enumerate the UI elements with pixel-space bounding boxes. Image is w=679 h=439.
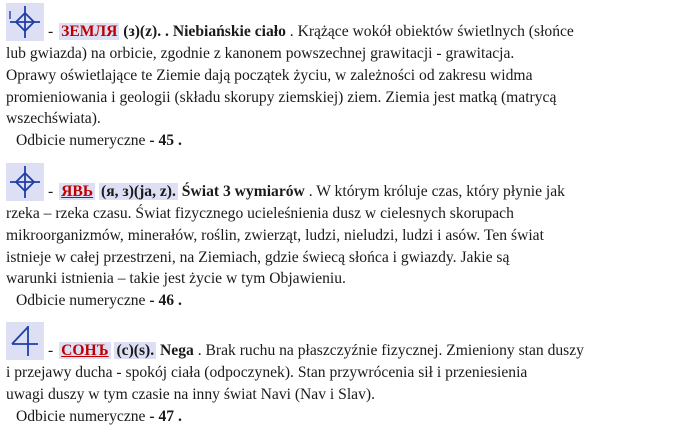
dash: -	[48, 23, 54, 40]
keyword: ЯВЬ	[61, 183, 94, 200]
number-label: Odbicie numeryczne	[16, 132, 146, 150]
number-label: Odbicie numeryczne	[16, 292, 146, 310]
entry-son	[6, 322, 674, 427]
number-value: - 46 .	[149, 292, 182, 310]
keyword: ЗЕМЛЯ	[61, 23, 118, 40]
number-label: Odbicie numeryczne	[16, 407, 146, 425]
keyword: СОНЪ	[61, 342, 109, 359]
numeric-reflection	[16, 290, 674, 312]
entry-heading	[6, 163, 674, 203]
entry-body	[6, 203, 674, 290]
line1-rest: . W którym króluje czas, który płynie jak	[304, 183, 565, 200]
body-line: uwagi duszy w tym czasie na inny świat Navi (Nav i Slav).	[6, 385, 375, 403]
body-line: rzeka – rzeka czasu. Świat fizycznego ucieleśnienia dusz w cielesnych skorupach	[6, 205, 514, 222]
body-line: promieniowania i geologii (składu skorupy ziemskiej) ziem. Ziemia jest matką (matrycą	[6, 88, 557, 106]
body-line: mikroorganizmów, minerałów, roślin, zwierząt, ludzi, nieludzi, ludzi i asów. Ten świat	[6, 226, 544, 244]
rune-four-icon	[6, 322, 44, 360]
body-line: istnieje w całej przestrzeni, na Ziemiach, gdzie świecą słońca i gwiazdy. Jakie są	[6, 248, 510, 266]
letters: (з)(z).	[123, 23, 162, 40]
entry-body	[6, 43, 674, 130]
numeric-reflection	[16, 130, 674, 152]
entry-title: . Niebiańskie ciało	[165, 23, 286, 40]
body-line: warunki istnienia – takie jest życie w tym Objawieniu.	[6, 270, 346, 288]
entry-heading	[6, 322, 674, 362]
heading-text	[46, 340, 584, 362]
body-line: i przejawy ducha - spokój ciała (odpoczynek). Stan przywrócenia sił i przeniesienia	[6, 364, 528, 381]
dash: -	[48, 183, 54, 200]
numeric-reflection	[16, 406, 674, 428]
line1-rest: . Krążące wokół obiektów świetlnych (słońce	[285, 23, 574, 40]
number-value: - 45 .	[149, 132, 182, 150]
rune-circle-cross-icon	[6, 163, 44, 201]
heading-text	[46, 181, 565, 203]
heading-text	[46, 21, 574, 43]
letters: (с)(s).	[116, 342, 155, 359]
body-line: lub gwiazda) na orbicie, zgodnie z kanonem powszechnej grawitacji - grawitacja.	[6, 45, 515, 62]
letters: (я, з)(ja, z).	[101, 183, 176, 200]
line1-rest: . Brak ruchu na płaszczyźnie fizycznej. Zmieniony stan duszy	[193, 342, 584, 359]
entry-body	[6, 362, 674, 406]
number-value: - 47 .	[149, 407, 182, 425]
body-line: wszechświata).	[6, 110, 101, 128]
entry-zemlya	[6, 3, 674, 152]
entry-title: Nega	[160, 342, 194, 359]
entry-title: Świat 3 wymiarów	[181, 183, 305, 200]
entry-yav	[6, 163, 674, 312]
entry-heading	[6, 3, 674, 43]
rune-circle-cross-icon	[6, 3, 44, 41]
dash: -	[48, 342, 54, 359]
body-line: Oprawy oświetlające te Ziemie dają początek życiu, w zależności od zakresu widma	[6, 66, 533, 84]
